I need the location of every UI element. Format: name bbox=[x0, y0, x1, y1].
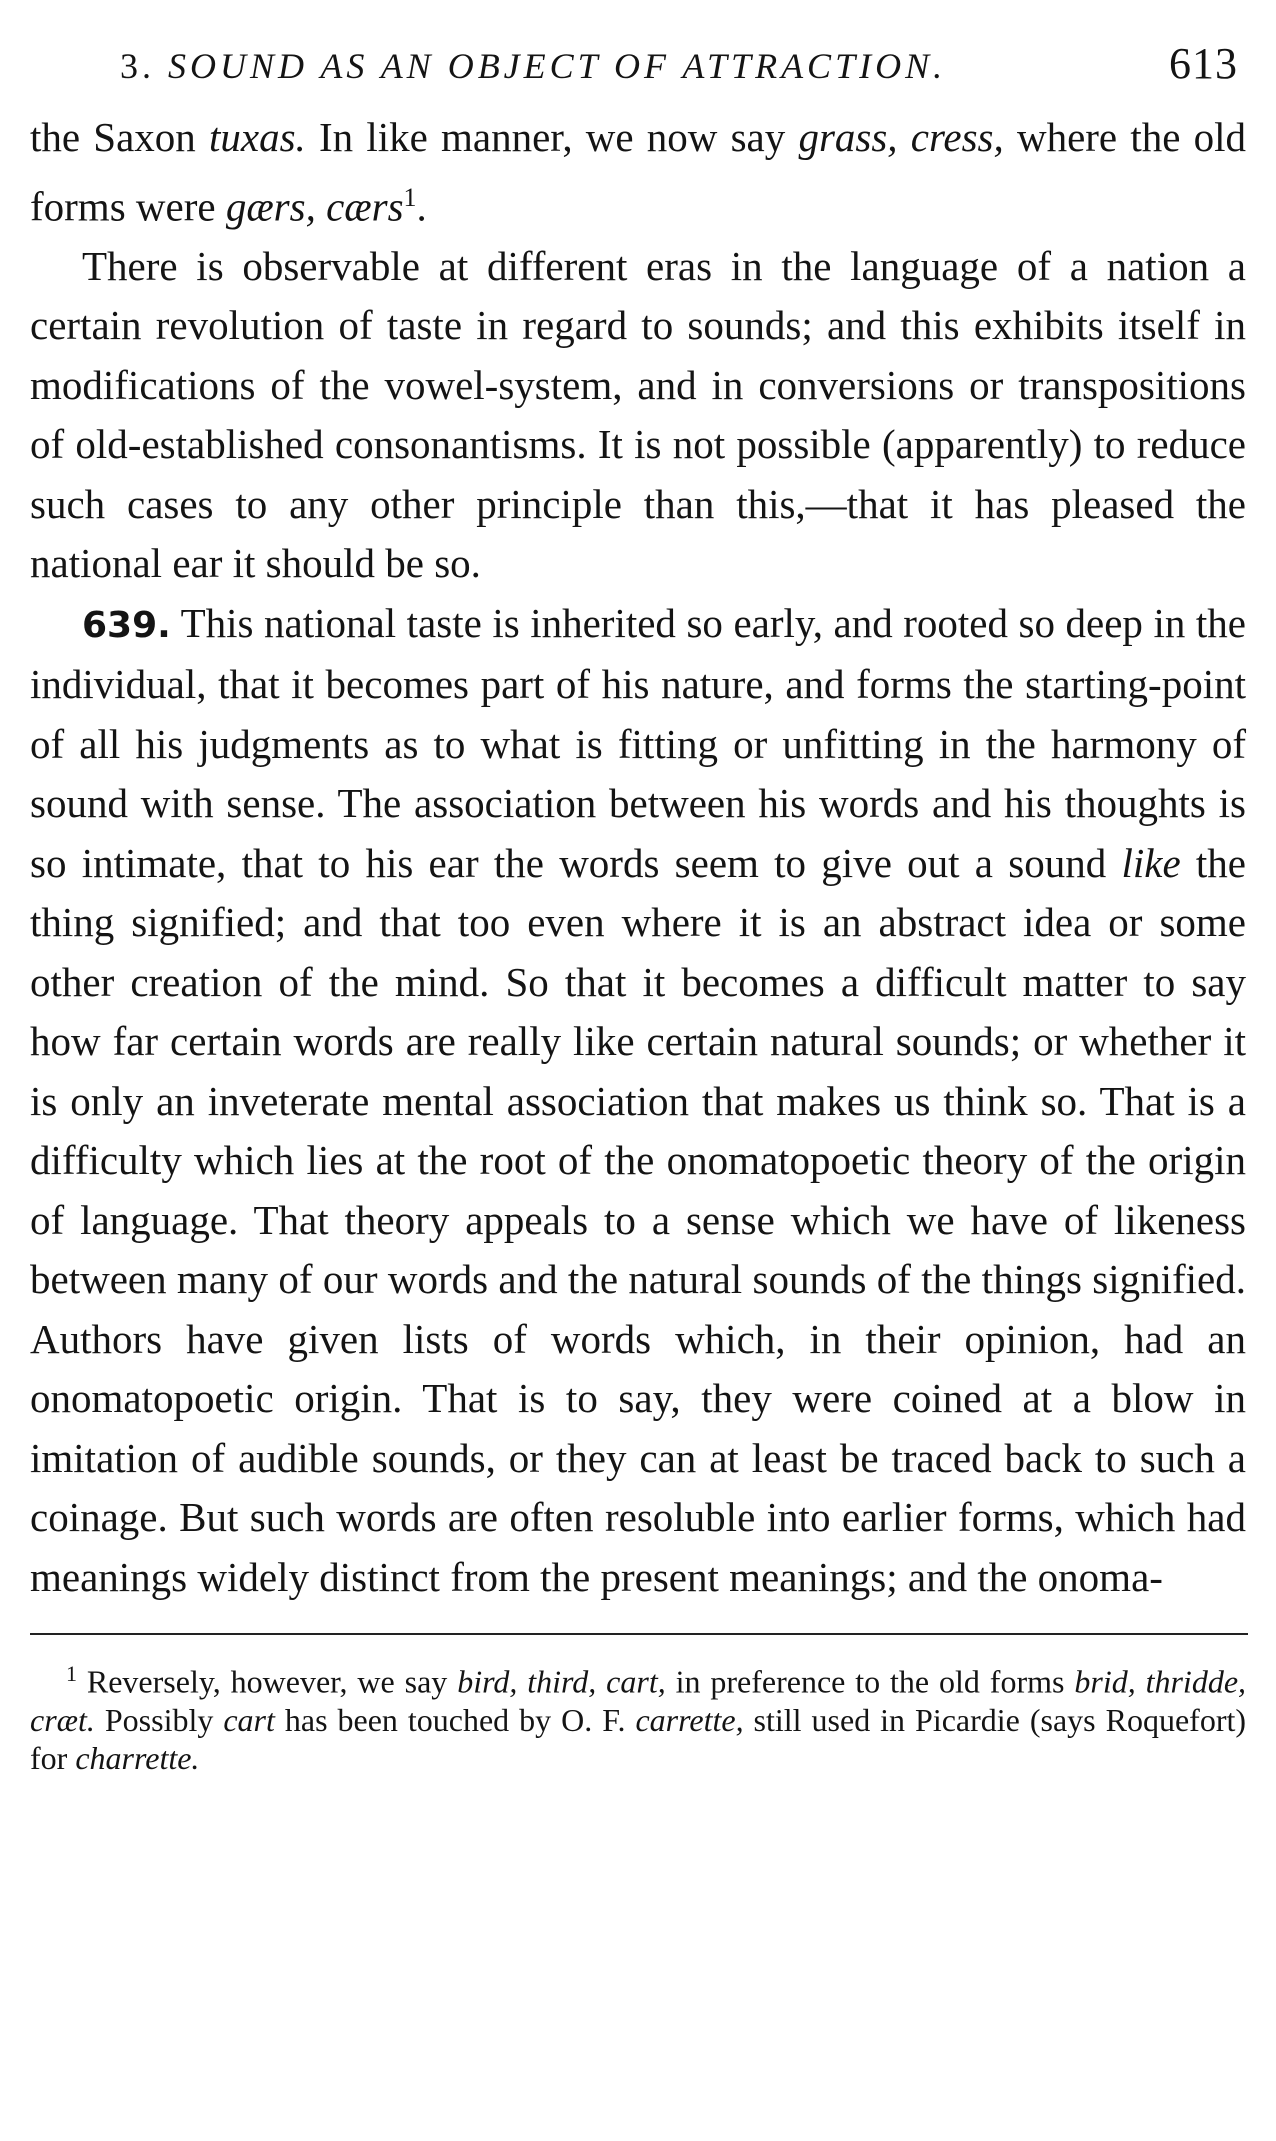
italic-word: gærs, bbox=[225, 183, 316, 230]
text-run: . bbox=[416, 183, 427, 230]
text-run: In like manner, we now say bbox=[305, 114, 799, 160]
italic-word: bird, third, cart, bbox=[457, 1663, 666, 1700]
text-run: still used in Picardie (says Roquefort) for bbox=[30, 1701, 1247, 1776]
footnotes bbox=[30, 1643, 1246, 1777]
page-number: 613 bbox=[1169, 39, 1238, 88]
section-number: 639. bbox=[82, 604, 171, 646]
italic-word: charrette. bbox=[75, 1739, 200, 1776]
italic-word: cress, bbox=[910, 114, 1004, 160]
text-run: This national taste is inherited so early, and rooted so deep in the individual, that it becomes part of his nature, and forms the starting-point of all his judgments as to what is fitting or unfitting in the harmony of sound with sense. The association between his words and his thoughts is so intimate, that to his ear the words seem to give out a sound bbox=[30, 599, 1246, 886]
italic-word: grass, bbox=[798, 114, 898, 160]
text-run: the Saxon bbox=[30, 114, 209, 160]
text-run: Possibly bbox=[94, 1701, 224, 1738]
paragraph-1 bbox=[30, 108, 1246, 237]
footnote-marker: 1 bbox=[66, 1661, 77, 1687]
text-run: has been touched by O. F. bbox=[274, 1701, 636, 1738]
text-run bbox=[316, 183, 326, 229]
italic-word: cart bbox=[223, 1701, 275, 1738]
header-title: SOUND AS AN OBJECT OF ATTRACTION. bbox=[168, 46, 947, 86]
paragraph-3 bbox=[30, 594, 1246, 1608]
text-run: where the old forms were bbox=[30, 114, 1246, 230]
text-run: in preference to the old forms bbox=[665, 1663, 1075, 1700]
italic-word: like bbox=[1121, 839, 1181, 886]
footnote-reference[interactable]: 1 bbox=[403, 182, 417, 212]
body-text bbox=[30, 108, 1246, 1607]
italic-word: carrette, bbox=[635, 1701, 744, 1738]
footnote-divider bbox=[30, 1633, 1248, 1635]
paragraph-2: There is observable at different eras in the language of a nation a certain revolution of taste in regard to sounds; and this exhibits itself in modifications of the vowel-system, and in conversions or transpositions of old-established consonantisms. It is not possible (apparently) to reduce such cases to any other principle than this,—that it has pleased the national ear it should be so. bbox=[30, 242, 1246, 587]
text-run: Reversely, however, we say bbox=[77, 1663, 458, 1700]
italic-word: tuxas. bbox=[209, 114, 306, 160]
footnote-1 bbox=[30, 1655, 1246, 1777]
text-run bbox=[898, 114, 911, 160]
text-run: the thing signified; and that too even where it is an abstract idea or some other creation of the mind. So that it becomes a difficult matter to say how far certain words are really like certain natural sounds; or whether it is only an inveterate mental association that makes us think so. That is a difficulty which lies at the root of the onomatopoetic theory of the origin of language. That theory appeals to a sense which we have of likeness between many of our words and the natural sounds of the things signified. Authors have given lists of words which, in their opinion, had an onomatopoetic origin. That is to say, they were coined at a blow in imitation of audible sounds, or they can at least be traced back to such a coinage. But such words are often resoluble into earlier forms, which had meanings widely distinct from the present meanings; and the onoma- bbox=[30, 839, 1246, 1600]
italic-word: brid, thridde, cræt. bbox=[30, 1663, 1247, 1738]
italic-word: cærs bbox=[326, 183, 404, 230]
header-section: 3. bbox=[120, 46, 155, 86]
header-title-group bbox=[120, 45, 946, 87]
running-head bbox=[30, 38, 1246, 108]
